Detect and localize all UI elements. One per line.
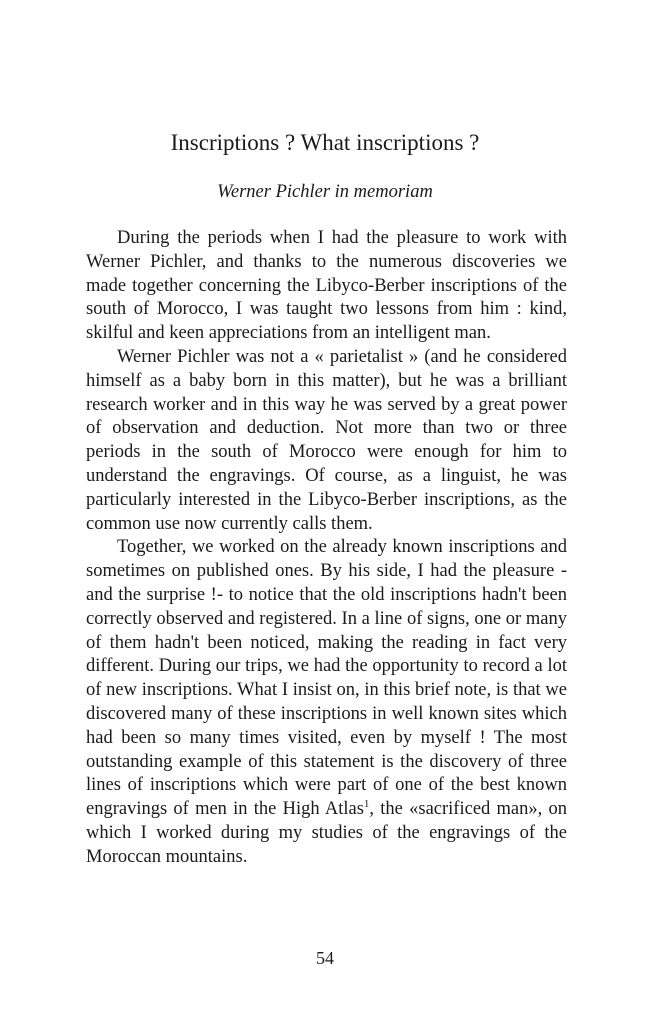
page-number: 54	[316, 948, 334, 968]
paragraph-3-text-end: , the «sacrificed man», on which I worked during my studies of the engravings of the Moroccan mountains.	[86, 799, 567, 867]
paragraph-3	[86, 536, 567, 869]
paragraph-2: Werner Pichler was not a « parietalist » (and he considered himself as a baby born in this matter), but he was a brilliant research worker and in this way he was served by a great power of observation and deduction. Not more than two or three periods in the south of Morocco were enough for him to understand the engravings. Of course, as a linguist, he was particularly interested in the Libyco-Berber inscriptions, as the common use now currently calls them.	[86, 346, 567, 534]
article-title: Inscriptions ? What inscriptions ?	[170, 130, 480, 155]
article-dedication: Werner Pichler in memoriam	[217, 182, 433, 202]
article-body	[86, 227, 567, 870]
footnote-reference[interactable]: 1	[363, 797, 370, 810]
paragraph-3-text-start: Together, we worked on the already known inscriptions and sometimes on published ones. By his side, I had the pleasure -and the surprise !- to notice that the old inscriptions hadn't been correctly observed and registered. In a line of signs, one or many of them hadn't been noticed, making the reading in fact very different. During our trips, we had the opportunity to record a lot of new inscriptions. What I insist on, in this brief note, is that we discovered many of these inscriptions in well known sites which had been so many times visited, even by myself ! The most outstanding example of this statement is the discovery of three lines of inscriptions which were part of one of the best known engravings of men in the High Atlas	[86, 537, 567, 820]
paragraph-1: During the periods when I had the pleasure to work with Werner Pichler, and thanks to the numerous discoveries we made together concerning the Libyco-Berber inscriptions of the south of Morocco, I was taught two lessons from him : kind, skilful and keen appreciations from an intelligent man.	[86, 228, 567, 344]
